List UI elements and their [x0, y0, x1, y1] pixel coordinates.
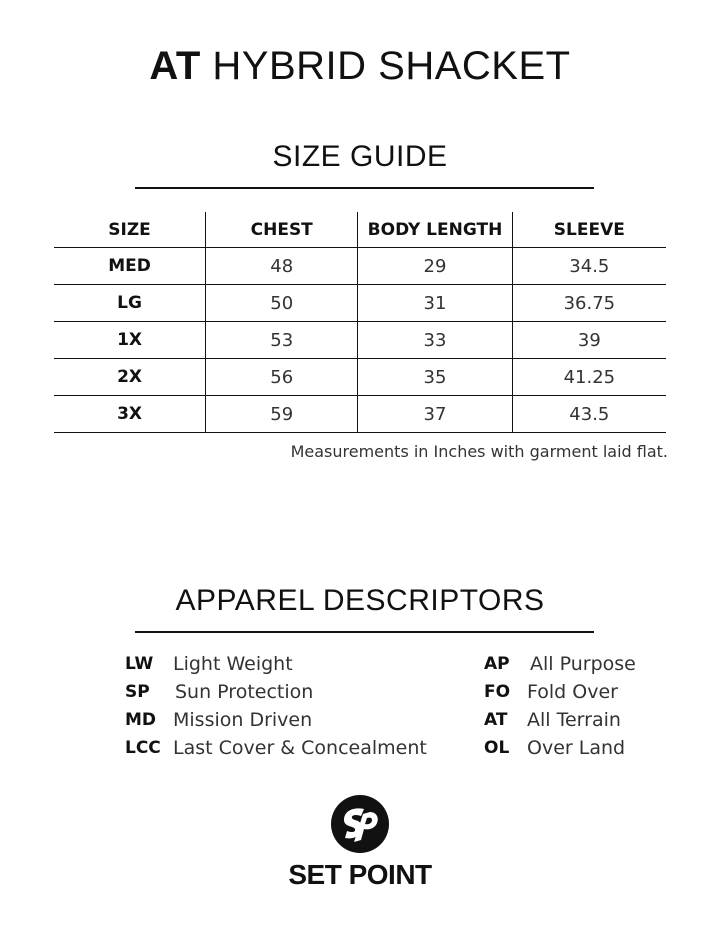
column-header-body-length: BODY LENGTH: [358, 212, 512, 248]
descriptors-right-column: [484, 650, 636, 762]
table-row: [54, 285, 666, 322]
body-length-cell: 33: [358, 322, 512, 359]
descriptor-code: FO: [484, 682, 511, 702]
descriptor-code: LCC: [125, 738, 161, 758]
descriptor-code: SP: [125, 682, 150, 702]
table-row: [54, 396, 666, 433]
chest-cell: 59: [206, 396, 358, 433]
set-point-logo-icon: [331, 795, 389, 853]
descriptor-code: MD: [125, 710, 157, 730]
body-length-cell: 35: [358, 359, 512, 396]
column-header-size: SIZE: [54, 212, 206, 248]
body-length-cell: 37: [358, 396, 512, 433]
descriptor-item: [125, 706, 427, 734]
descriptor-item: [125, 734, 427, 762]
sleeve-cell: 41.25: [512, 359, 666, 396]
sleeve-cell: 39: [512, 322, 666, 359]
descriptor-label: Sun Protection: [175, 681, 314, 703]
descriptor-label: Over Land: [527, 737, 626, 759]
size-cell: LG: [54, 285, 206, 322]
body-length-cell: 29: [358, 248, 512, 285]
chest-cell: 56: [206, 359, 358, 396]
descriptors-heading: APPAREL DESCRIPTORS: [175, 584, 545, 617]
brand-name: SET POINT: [288, 859, 432, 890]
descriptor-code: AT: [484, 710, 508, 730]
descriptors-left-column: [125, 650, 427, 762]
column-header-chest: CHEST: [206, 212, 358, 248]
table-row: [54, 248, 666, 285]
descriptors-divider: [135, 631, 594, 633]
descriptor-item: [125, 650, 427, 678]
sleeve-cell: 36.75: [512, 285, 666, 322]
size-cell: 1X: [54, 322, 206, 359]
descriptor-label: All Terrain: [527, 709, 621, 731]
descriptor-code: OL: [484, 738, 510, 758]
descriptor-item: [484, 650, 636, 678]
descriptor-label: Fold Over: [527, 681, 618, 703]
descriptor-label: Mission Driven: [173, 709, 313, 731]
descriptor-label: Last Cover & Concealment: [173, 737, 427, 759]
descriptor-item: [484, 706, 636, 734]
descriptor-label: Light Weight: [173, 653, 293, 675]
chest-cell: 48: [206, 248, 358, 285]
table-row: [54, 322, 666, 359]
size-cell: 2X: [54, 359, 206, 396]
chest-cell: 50: [206, 285, 358, 322]
size-guide-divider: [135, 187, 594, 189]
descriptor-label: All Purpose: [530, 653, 636, 675]
chest-cell: 53: [206, 322, 358, 359]
descriptor-code: AP: [484, 654, 510, 674]
size-cell: 3X: [54, 396, 206, 433]
size-cell: MED: [54, 248, 206, 285]
page-title: [0, 44, 720, 89]
body-length-cell: 31: [358, 285, 512, 322]
table-row: [54, 359, 666, 396]
title-bold: AT: [149, 44, 201, 88]
sleeve-cell: 43.5: [512, 396, 666, 433]
measurement-note: Measurements in Inches with garment laid flat.: [290, 442, 668, 461]
title-rest: HYBRID SHACKET: [212, 44, 571, 88]
descriptor-code: LW: [125, 654, 154, 674]
descriptor-item: [484, 734, 636, 762]
size-guide-heading: SIZE GUIDE: [272, 140, 448, 173]
column-header-sleeve: SLEEVE: [512, 212, 666, 248]
sleeve-cell: 34.5: [512, 248, 666, 285]
size-table-header-row: [54, 212, 666, 248]
size-table: [54, 212, 666, 433]
descriptor-item: [125, 678, 427, 706]
descriptor-item: [484, 678, 636, 706]
